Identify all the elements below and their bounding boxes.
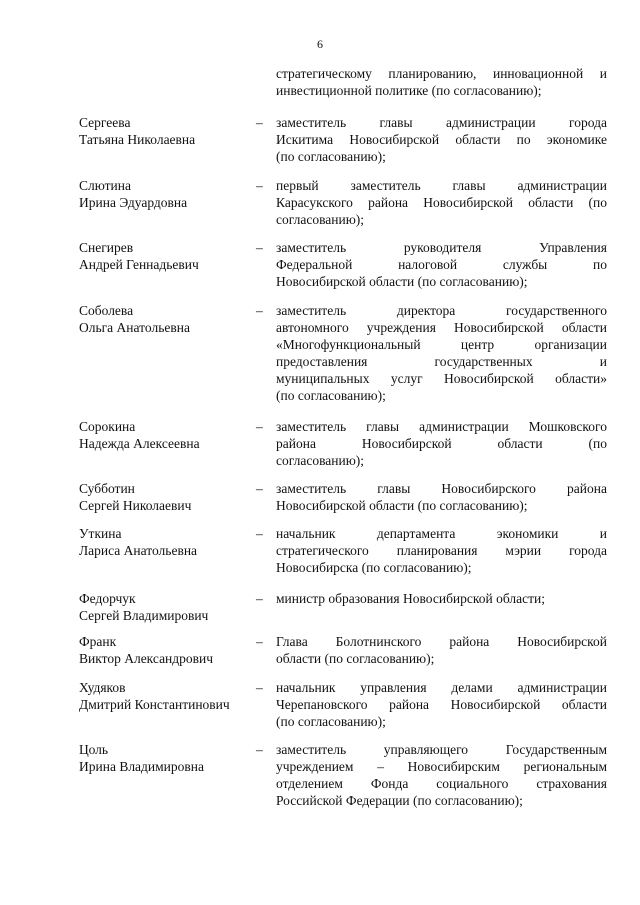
member-given-name: Ирина Владимировна: [79, 759, 205, 774]
dash: –: [256, 240, 263, 255]
member-surname: Субботин: [79, 481, 135, 496]
member-given-name: Надежда Алексеевна: [79, 436, 200, 451]
position-line: (по согласованию);: [276, 714, 386, 729]
dash: –: [256, 634, 263, 649]
continuation-line: инвестиционной политике (по согласованию);: [276, 83, 542, 98]
position-line: заместитель директора государственного: [276, 303, 607, 318]
member-name: [79, 418, 259, 452]
position-line: заместитель главы администрации Мошковского: [276, 419, 607, 434]
position-line: заместитель главы Новосибирского района: [276, 481, 607, 496]
member-position: [276, 741, 607, 809]
position-line: согласованию);: [276, 212, 365, 227]
position-line: (по согласованию);: [276, 149, 386, 164]
position-line: района Новосибирской области (по: [276, 436, 607, 451]
position-line: первый заместитель главы администрации: [276, 178, 607, 193]
position-line: отделением Фонда социального страхования: [276, 776, 607, 791]
position-line: области (по согласованию);: [276, 651, 435, 666]
dash: –: [256, 742, 263, 757]
position-line: заместитель главы администрации города: [276, 115, 607, 130]
member-name: [79, 741, 259, 775]
member-surname: Цоль: [79, 742, 109, 757]
member-position: [276, 633, 607, 667]
member-position: [276, 480, 607, 514]
member-position: [276, 679, 607, 730]
member-surname: Соболева: [79, 303, 134, 318]
dash: –: [256, 115, 263, 130]
member-given-name: Лариса Анатольевна: [79, 543, 198, 558]
member-name: [79, 177, 259, 211]
position-line: Новосибирской области (по согласованию);: [276, 274, 528, 289]
member-position: [276, 525, 607, 576]
member-name: [79, 525, 259, 559]
member-surname: Слютина: [79, 178, 131, 193]
member-name: [79, 633, 259, 667]
position-line: заместитель управляющего Государственным: [276, 742, 607, 757]
position-line: (по согласованию);: [276, 388, 386, 403]
member-position: [276, 239, 607, 290]
member-name: [79, 114, 259, 148]
member-given-name: Андрей Геннадьевич: [79, 257, 199, 272]
position-line: предоставления государственных и: [276, 354, 607, 369]
position-line: Карасукского района Новосибирской области (по: [276, 195, 607, 210]
position-line: Черепановского района Новосибирской области: [276, 697, 607, 712]
position-line: «Многофункциональный центр организации: [276, 337, 607, 352]
member-given-name: Виктор Александрович: [79, 651, 214, 666]
position-line: учреждением – Новосибирским региональным: [276, 759, 607, 774]
member-name: [79, 590, 259, 624]
member-position: [276, 302, 607, 404]
member-given-name: Сергей Николаевич: [79, 498, 192, 513]
position-line: Российской Федерации (по согласованию);: [276, 793, 523, 808]
dash: –: [256, 591, 263, 606]
dash: –: [256, 526, 263, 541]
continuation-line: стратегическому планированию, инновационной и: [276, 66, 607, 81]
continuation-text: [276, 65, 607, 99]
member-given-name: Ирина Эдуардовна: [79, 195, 188, 210]
position-line: Новосибирской области (по согласованию);: [276, 498, 528, 513]
member-surname: Франк: [79, 634, 117, 649]
member-name: [79, 679, 259, 713]
member-position: [276, 590, 607, 607]
position-line: муниципальных услуг Новосибирской области»: [276, 371, 607, 386]
position-line: начальник департамента экономики и: [276, 526, 607, 541]
member-name: [79, 480, 259, 514]
member-name: [79, 239, 259, 273]
page-number: 6: [317, 37, 323, 51]
position-line: министр образования Новосибирской области;: [276, 591, 546, 606]
position-line: согласованию);: [276, 453, 365, 468]
member-surname: Сорокина: [79, 419, 136, 434]
member-position: [276, 177, 607, 228]
dash: –: [256, 680, 263, 695]
position-line: начальник управления делами администрации: [276, 680, 607, 695]
member-given-name: Татьяна Николаевна: [79, 132, 196, 147]
member-name: [79, 302, 259, 336]
position-line: автономного учреждения Новосибирской области: [276, 320, 607, 335]
position-line: Искитима Новосибирской области по экономике: [276, 132, 607, 147]
member-surname: Сергеева: [79, 115, 131, 130]
member-given-name: Ольга Анатольевна: [79, 320, 190, 335]
member-surname: Снегирев: [79, 240, 134, 255]
member-position: [276, 418, 607, 469]
member-surname: Худяков: [79, 680, 126, 695]
member-position: [276, 114, 607, 165]
position-line: Новосибирска (по согласованию);: [276, 560, 472, 575]
position-line: Глава Болотнинского района Новосибирской: [276, 634, 607, 649]
position-line: заместитель руководителя Управления: [276, 240, 607, 255]
dash: –: [256, 481, 263, 496]
position-line: Федеральной налоговой службы по: [276, 257, 607, 272]
member-surname: Уткина: [79, 526, 122, 541]
member-given-name: Сергей Владимирович: [79, 608, 209, 623]
dash: –: [256, 303, 263, 318]
dash: –: [256, 419, 263, 434]
dash: –: [256, 178, 263, 193]
position-line: стратегического планирования мэрии города: [276, 543, 607, 558]
member-given-name: Дмитрий Константинович: [79, 697, 230, 712]
member-surname: Федорчук: [79, 591, 136, 606]
